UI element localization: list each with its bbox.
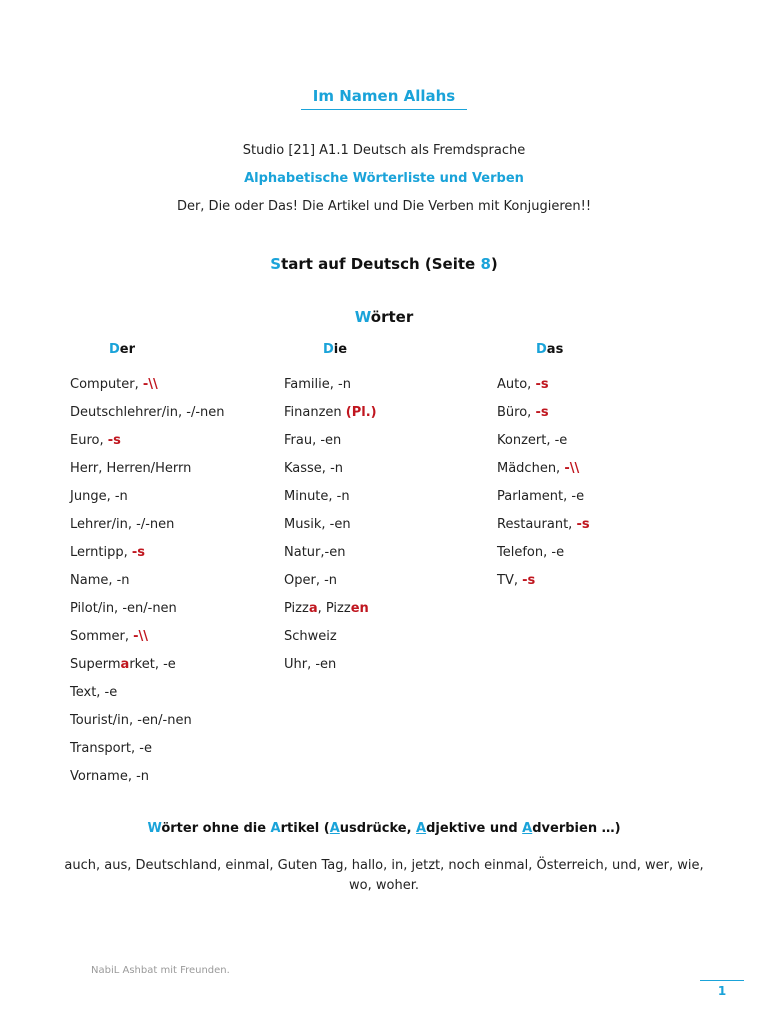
words-heading-rest: örter [370,308,414,326]
word-text: Name, -n [70,573,130,588]
column-das-list [497,376,590,600]
heading-letter-w: W [147,821,162,836]
heading-text-5: dverbien …) [532,821,621,836]
column-header-der-initial: D [109,342,120,357]
word-item-das [497,544,590,572]
word-text: Junge, -n [70,489,128,504]
word-ending: -s [107,433,121,448]
heading-text-3: usdrücke, [339,821,417,836]
word-text: Natur,-en [284,545,346,560]
word-item-der [70,768,225,796]
word-item-das [497,460,590,488]
column-header-die [323,342,347,357]
word-ending: -s [535,405,549,420]
column-der-list [70,376,225,796]
no-article-words: auch, aus, Deutschland, einmal, Guten Tag, hallo, in, jetzt, noch einmal, Österreich, und, wer, wie, wo, woher. [64,858,704,893]
intro-text: Der, Die oder Das! Die Artikel und Die Verben mit Konjugieren!! [176,199,592,214]
word-item-das [497,488,590,516]
word-text: Mädchen, [497,461,565,476]
word-text: TV, [497,573,523,588]
word-text: Musik, -en [284,517,351,532]
word-text: Frau, -en [284,433,342,448]
heading-letter-a4: A [522,821,533,836]
word-ending: -\\ [133,629,149,644]
word-item-die [284,516,377,544]
word-text: Oper, -n [284,573,338,588]
word-text: Superm [70,657,121,672]
word-text: Pilot/in, -en/-nen [70,601,177,616]
column-header-das-initial: D [536,342,547,357]
words-heading [0,308,768,326]
word-text: Transport, -e [70,741,152,756]
column-header-der [109,342,135,357]
word-text: Vorname, -n [70,769,150,784]
course-subtitle: Studio [21] A1.1 Deutsch als Fremdsprache [242,143,526,158]
word-item-die [284,600,377,628]
word-item-der [70,488,225,516]
word-text: Finanzen [284,405,346,420]
title-block [0,86,768,110]
word-item-das [497,516,590,544]
word-item-das [497,432,590,460]
column-header-die-rest: ie [333,342,348,357]
word-item-die [284,656,377,684]
word-text: Konzert, -e [497,433,568,448]
word-item-die [284,628,377,656]
word-text: Familie, -n [284,377,351,392]
word-item-der [70,572,225,600]
no-article-heading [0,821,768,836]
word-text: Parlament, -e [497,489,585,504]
section-first-letter: S [270,255,282,273]
heading-letter-a: A [270,821,281,836]
word-text: Lehrer/in, -/-nen [70,517,175,532]
column-die-list [284,376,377,684]
word-text-after: rket, -e [129,657,176,672]
word-ending: -s [522,573,536,588]
page-title: Im Namen Allahs [301,87,467,110]
word-item-der [70,544,225,572]
word-item-die [284,544,377,572]
word-item-der [70,656,225,684]
word-text-after: , Pizz [317,601,351,616]
wordlist-subtitle: Alphabetische Wörterliste und Verben [244,171,524,186]
word-ending: -s [576,517,590,532]
word-text: Minute, -n [284,489,350,504]
word-text: Deutschlehrer/in, -/-nen [70,405,225,420]
word-item-der [70,712,225,740]
word-item-die [284,460,377,488]
word-text: Pizz [284,601,309,616]
word-ending-2: en [350,601,369,616]
page-number-rule [700,980,744,981]
word-text: Text, -e [70,685,118,700]
word-ending: -s [535,377,549,392]
column-header-der-rest: er [119,342,136,357]
word-item-die [284,404,377,432]
word-item-der [70,628,225,656]
word-ending: -\\ [564,461,580,476]
heading-text-1: örter ohne die [161,821,271,836]
word-item-der [70,404,225,432]
word-text: Computer, [70,377,143,392]
column-header-das [536,342,563,357]
column-header-die-initial: D [323,342,334,357]
heading-letter-a3: A [416,821,427,836]
word-ending: -\\ [142,377,158,392]
word-text: Euro, [70,433,108,448]
word-item-die [284,488,377,516]
heading-letter-a2: A [329,821,340,836]
word-text: Uhr, -en [284,657,337,672]
word-item-die [284,432,377,460]
section-title: tart auf Deutsch (Seite [281,255,481,273]
word-item-der [70,740,225,768]
word-item-das [497,404,590,432]
word-item-die [284,376,377,404]
word-ending: a [120,657,130,672]
word-item-das [497,376,590,404]
heading-text-4: djektive und [426,821,523,836]
word-item-das [497,572,590,600]
word-text: Lerntipp, [70,545,132,560]
word-text: Telefon, -e [497,545,565,560]
words-heading-first-letter: W [354,308,371,326]
word-item-der [70,600,225,628]
word-text: Sommer, [70,629,134,644]
word-item-der [70,460,225,488]
section-heading [0,255,768,273]
word-ending: (Pl.) [345,405,377,420]
column-header-das-rest: as [546,342,564,357]
word-text: Schweiz [284,629,337,644]
word-text: Auto, [497,377,536,392]
word-text: Büro, [497,405,536,420]
word-item-der [70,432,225,460]
word-item-der [70,376,225,404]
heading-text-2: rtikel ( [280,821,330,836]
word-item-die [284,572,377,600]
section-page-number: 8 [480,255,491,273]
page-number: 1 [717,984,727,998]
word-text: Tourist/in, -en/-nen [70,713,192,728]
word-text: Restaurant, [497,517,577,532]
word-text: Herr, Herren/Herrn [70,461,192,476]
footer-author: NabiL Ashbat mit Freunden. [91,965,230,976]
word-text: Kasse, -n [284,461,344,476]
word-ending: a [308,601,318,616]
word-ending: -s [131,545,145,560]
word-item-der [70,516,225,544]
section-close: ) [490,255,498,273]
word-item-der [70,684,225,712]
